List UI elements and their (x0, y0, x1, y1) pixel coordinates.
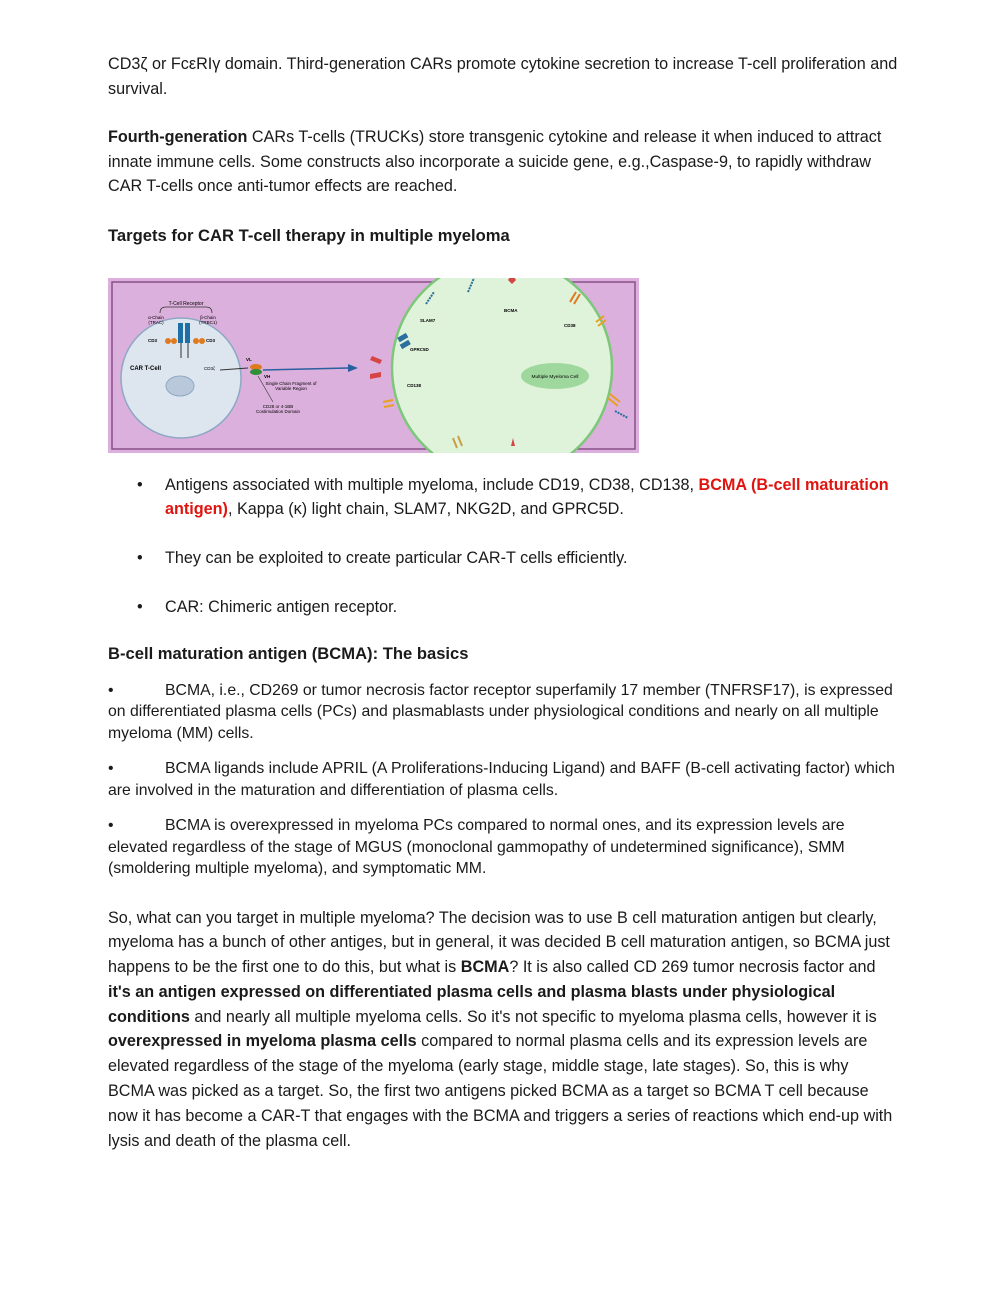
bullet-marker: • (137, 475, 143, 494)
scfv-label-1: Single Chain Fragment of (265, 380, 317, 386)
scfv-label-2: Variable Region (275, 385, 307, 391)
cd3-right-label: CD3 (206, 337, 216, 343)
alpha-chain-sub: (TRAC) (148, 319, 164, 325)
bullet-marker: • (108, 760, 114, 777)
t-cell-nucleus (166, 376, 194, 396)
bullet-text: CAR: Chimeric antigen receptor. (165, 598, 398, 616)
bullet-marker: • (137, 549, 143, 567)
basics-item (108, 758, 898, 801)
bcma-highlight: BCMA (B-cell maturation antigen) (165, 475, 889, 518)
document-page (108, 52, 898, 1153)
vh-domain (250, 369, 262, 375)
cd3-right-marker (193, 338, 199, 344)
closing-text: So, what can you target in multiple myeloma? The decision was to use B cell maturation antigen but clearly, myeloma has a bunch of other antiges, but in general, it was decided B cell maturation antigen, so BCMA just happens to be the first one to do this, but what is (108, 908, 890, 977)
closing-bold: it's an antigen expressed on differentiated plasma cells and plasma blasts under physiological conditions (108, 982, 836, 1026)
car-t-figure (108, 278, 639, 453)
beta-chain-label: β-Chain (200, 314, 216, 320)
car-t-diagram (108, 278, 639, 453)
beta-chain (185, 323, 190, 343)
bullet-text: They can be exploited to create particular CAR-T cells efficiently. (165, 549, 628, 567)
costim-label-1: CD28 or 4-1BB (262, 403, 294, 409)
basics-text: BCMA is overexpressed in myeloma PCs compared to normal ones, and its expression levels are elevated regardless of the stage of MGUS (monoclonal gammopathy of undetermined significance), SMM (smoldering multiple myeloma), and symptomatic MM. (108, 817, 845, 877)
list-item (108, 473, 898, 522)
cd38-label: CD38 (564, 322, 576, 328)
alpha-chain-label: α-Chain (148, 314, 164, 320)
antigen-bullet-list (108, 473, 898, 620)
closing-text: compared to normal plasma cells and its expression levels are elevated regardless of the stage of the myeloma (early stage, middle stage, late stages). So, this is why BCMA was picked as a target. So, the first two antigens picked BCMA as a target so BCMA T cell because now it has become a CAR-T that engages with the BCMA and triggers a series of reactions which end-up with lysis and death of the plasma cell. (108, 1032, 893, 1150)
basics-item (108, 680, 898, 745)
alpha-chain (178, 323, 183, 343)
intro-paragraph: CD3ζ or FcεRIγ domain. Third-generation CARs promote cytokine secretion to increase T-cell proliferation and survival. (108, 55, 898, 98)
gprc5d-label: GPRC5D (410, 346, 429, 352)
beta-chain-sub: (TRBC1) (199, 319, 217, 325)
targets-heading: Targets for CAR T-cell therapy in multiple myeloma (108, 225, 510, 245)
closing-text: ? It is also called CD 269 tumor necrosis factor and (509, 958, 876, 977)
cd3z-label: CD3ζ (204, 365, 215, 371)
basics-text: BCMA ligands include APRIL (A Proliferations-Inducing Ligand) and BAFF (B-cell activating factor) which are involved in the maturation and differentiation of plasma cells. (108, 760, 895, 799)
fourth-generation-text: CARs T-cells (TRUCKs) store transgenic cytokine and release it when induced to attract innate immune cells. Some constructs also incorporate a suicide gene, e.g.,Caspase-9, to rapidly withdraw CAR T-cells once anti-tumor effects are reached. (108, 128, 882, 195)
cd3-left-marker (165, 338, 171, 344)
tcr-label: T-Cell Receptor (168, 300, 204, 307)
fourth-generation-paragraph (108, 125, 898, 199)
closing-paragraph (108, 906, 898, 1154)
cd138-label: CD138 (407, 382, 422, 388)
vl-label: VL (246, 356, 252, 362)
closing-text: and nearly all multiple myeloma cells. So it's not specific to myeloma plasma cells, however it is (189, 1007, 877, 1026)
bullet-text: Antigens associated with multiple myeloma, include CD19, CD38, CD138, (165, 475, 699, 494)
basics-text: BCMA, i.e., CD269 or tumor necrosis factor receptor superfamily 17 member (TNFRSF17), is expressed on differentiated plasma cells (PCs) and plasmablasts under physiological conditions and nearly on all multiple myeloma (MM) cells. (108, 681, 893, 742)
myeloma-cell (392, 278, 612, 453)
basics-item (108, 815, 898, 880)
slamf7-label: SLAM7 (420, 317, 436, 323)
bullet-text-post: , Kappa (κ) light chain, SLAM7, NKG2D, and GPRC5D. (227, 500, 624, 518)
bullet-marker: • (137, 598, 143, 616)
bullet-marker: • (108, 817, 114, 834)
fourth-generation-term: Fourth-generation (108, 128, 248, 146)
list-item (108, 546, 898, 571)
closing-bold: overexpressed in myeloma plasma cells (108, 1032, 417, 1051)
costim-label-2: Costimulation Domain (255, 408, 301, 414)
vh-label: VH (264, 373, 271, 379)
myeloma-cell-label: Multiple Myeloma Cell (531, 374, 579, 380)
cd3-left-label: CD3 (148, 337, 158, 343)
closing-bold: BCMA (460, 958, 510, 977)
car-t-cell-label: CAR T-Cell (130, 365, 162, 372)
bullet-marker: • (108, 681, 114, 699)
bcma-label: BCMA (504, 307, 518, 313)
list-item (108, 595, 898, 620)
basics-heading: B-cell maturation antigen (BCMA): The basics (108, 643, 469, 663)
